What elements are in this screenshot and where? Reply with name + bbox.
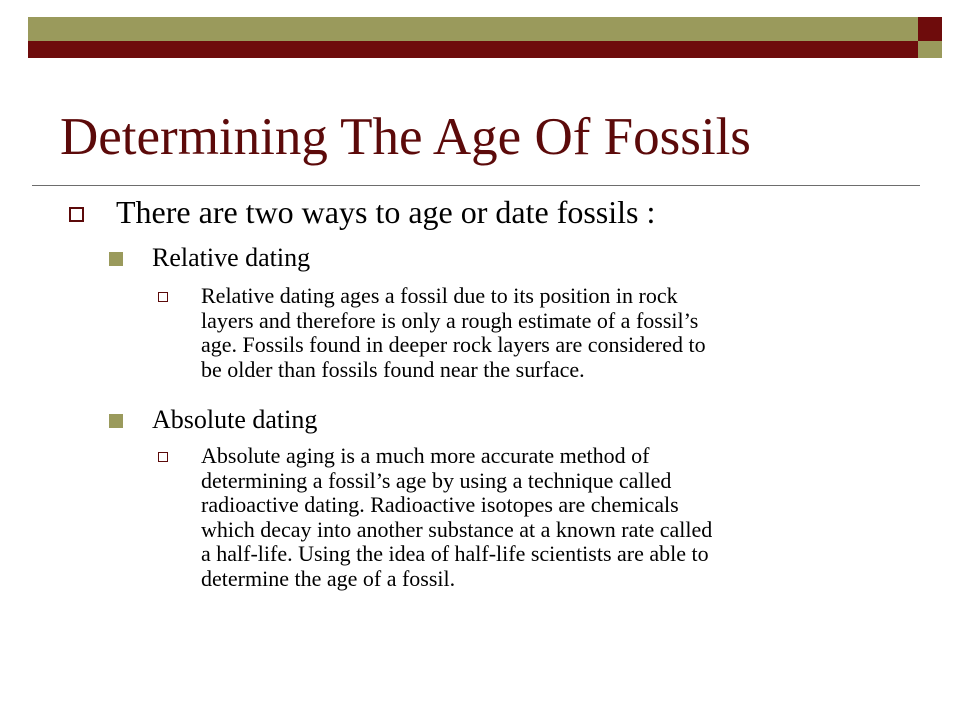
filled-square-icon [109,414,123,428]
header-corner-maroon-square [918,17,942,41]
description-line: determining a fossil’s age by using a technique called [201,467,672,493]
description-line: determine the age of a fossil. [201,565,456,591]
slide-title: Determining The Age Of Fossils [60,108,751,166]
description-line: be older than fossils found near the surface. [201,356,585,382]
filled-square-icon [109,252,123,266]
description-line: layers and therefore is only a rough estimate of a fossil’s [201,307,699,333]
relative-dating-description [201,284,901,382]
header-maroon-bar [28,41,918,58]
absolute-dating-heading: Absolute dating [152,405,318,434]
description-line: which decay into another substance at a known rate called [201,516,713,542]
title-divider [32,185,920,186]
description-line: radioactive dating. Radioactive isotopes are chemicals [201,492,679,517]
description-line: a half-life. Using the idea of half-life scientists are able to [201,541,709,566]
hollow-square-icon [158,292,168,302]
header-corner-olive-square [918,41,942,58]
description-line: Relative dating ages a fossil due to its position in rock [201,283,678,308]
hollow-square-icon [69,207,84,222]
main-point: There are two ways to age or date fossils : [116,194,656,230]
description-line: age. Fossils found in deeper rock layers are considered to [201,332,706,357]
relative-dating-heading: Relative dating [152,243,311,272]
header-olive-bar [28,17,918,41]
hollow-square-icon [158,452,168,462]
absolute-dating-description [201,444,901,591]
description-line: Absolute aging is a much more accurate method of [201,443,650,468]
